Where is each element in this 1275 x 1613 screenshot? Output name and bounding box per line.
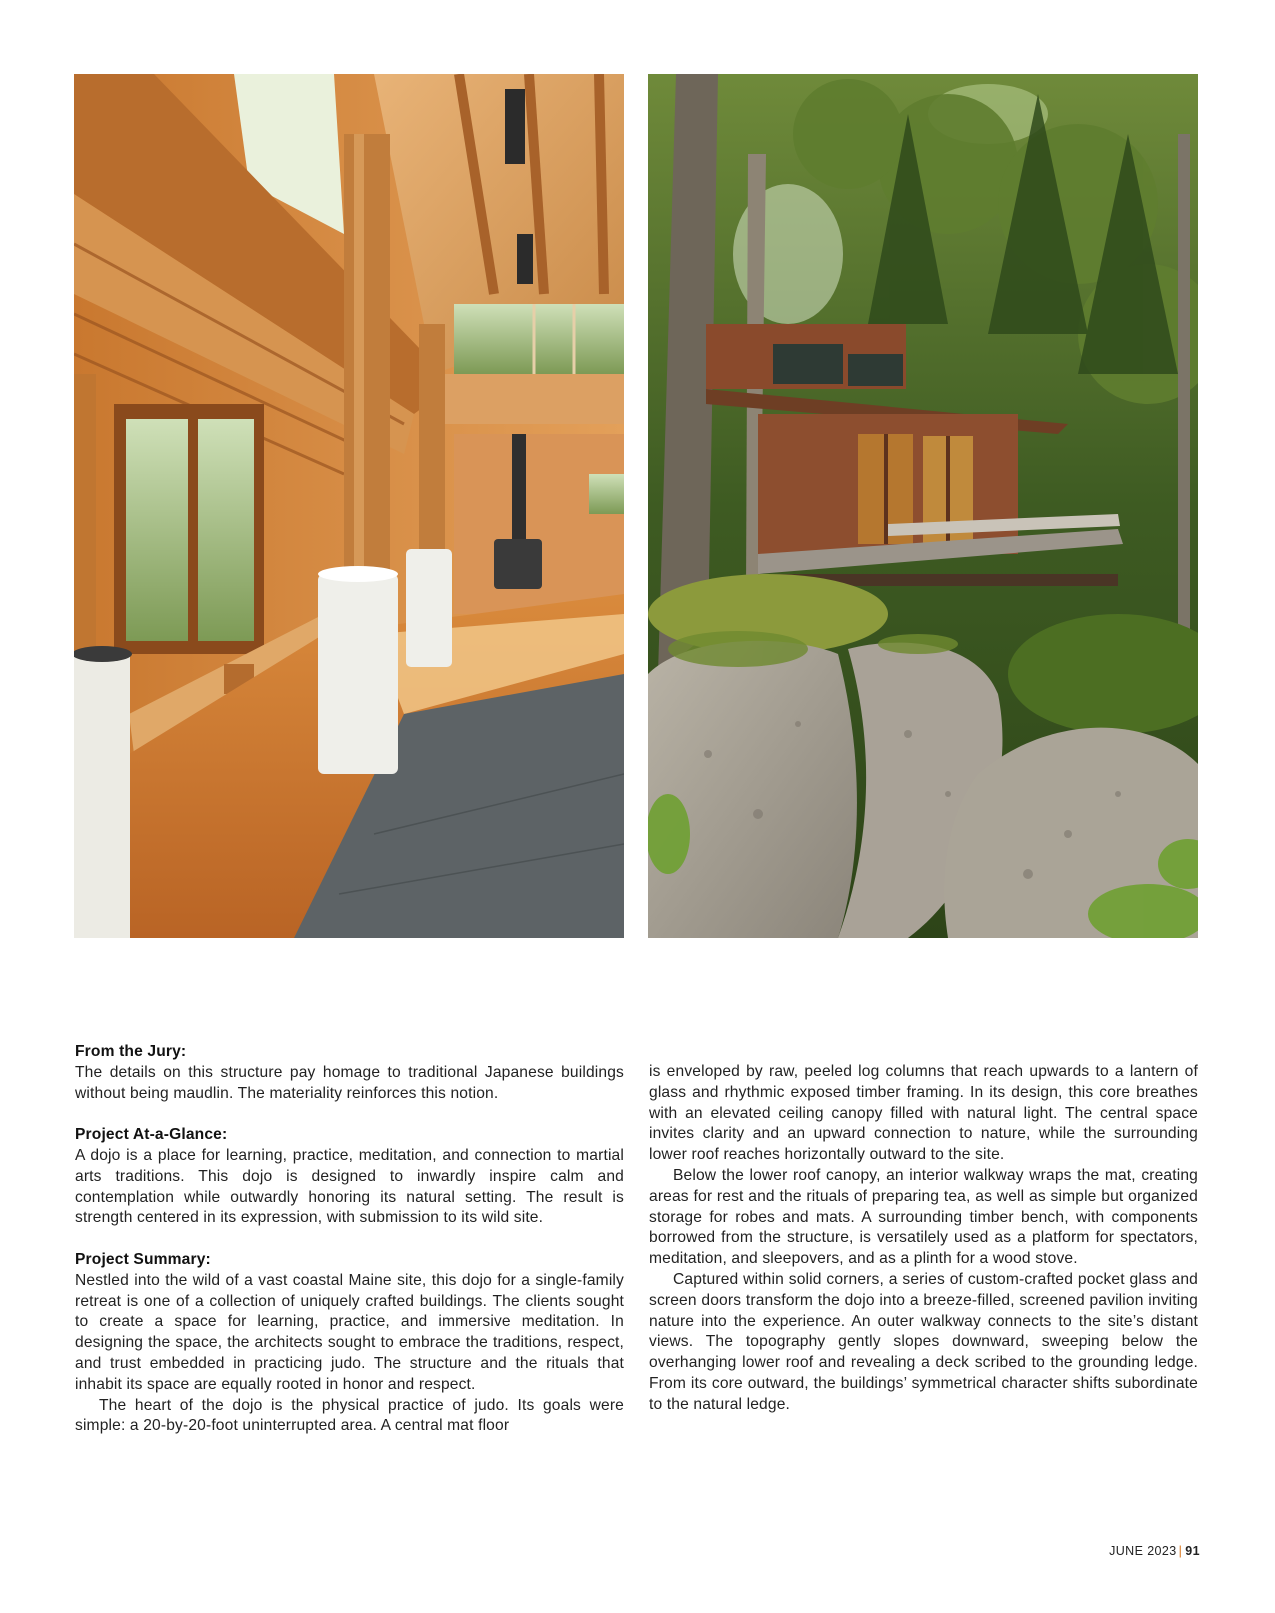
glance-heading: Project At-a-Glance:: [75, 1126, 228, 1144]
dojo-exterior-illustration: [648, 74, 1198, 938]
summary-paragraph-3: Below the lower roof canopy, an interior walkway wraps the mat, creating areas for rest and the rituals of preparing tea, as well as simple but organized storage for robes and mats. A surrounding timber bench, with components borrowed from the structure, is versatilely used as a platform for spectators, meditation, and sleepovers, and as a plinth for a wood stove.: [649, 1166, 1198, 1268]
jury-heading: From the Jury:: [75, 1043, 187, 1060]
dojo-interior-illustration: [74, 74, 624, 938]
issue-date: JUNE 2023: [1109, 1544, 1177, 1558]
summary-paragraph-1: Nestled into the wild of a vast coastal Maine site, this dojo for a single-family retreat is one of a collection of uniquely crafted buildings. The clients sought to create a space for learning, practice, and immersive meditation. In designing the space, the architects sought to embrace the traditions, respect, and trust embedded in practicing judo. The structure and the rituals that inhabit its space are equally rooted in honor and respect.: [75, 1271, 624, 1393]
text-column-left: [75, 1042, 624, 1437]
page-footer: [1109, 1544, 1200, 1558]
summary-paragraph-2-continued: is enveloped by raw, peeled log columns that reach upwards to a lantern of glass and rhythmic exposed timber framing. In its design, this core breathes with an elevated ceiling canopy filled with natural light. The central space invites clarity and an upward connection to nature, while the surrounding lower roof reaches horizontally outward to the site.: [649, 1063, 1198, 1164]
page-number: 91: [1185, 1544, 1200, 1558]
jury-text: The details on this structure pay homage to traditional Japanese buildings without being maudlin. The materiality reinforces this notion.: [75, 1063, 624, 1102]
dojo-exterior-forest-photo: [648, 74, 1198, 938]
summary-paragraph-4: Captured within solid corners, a series of custom-crafted pocket glass and screen doors transform the dojo into a breeze-filled, screened pavilion inviting nature into the experience. An outer walkway connects to the site’s distant views. The topography gently slopes downward, sweeping below the overhanging lower roof and revealing a deck scribed to the grounding ledge. From its core outward, the buildings’ symmetrical character shifts subordinate to the natural ledge.: [649, 1270, 1198, 1413]
summary-paragraph-2: The heart of the dojo is the physical practice of judo. Its goals were simple: a 20-by-20-foot uninterrupted area. A central mat floor: [75, 1396, 624, 1435]
glance-text: A dojo is a place for learning, practice, meditation, and connection to martial arts traditions. This dojo is designed to inwardly inspire calm and contemplation while outwardly honoring its natural setting. The result is strength centered in its expression, with submission to its wild site.: [75, 1146, 624, 1227]
text-column-right: [649, 1062, 1198, 1416]
footer-separator: |: [1178, 1544, 1183, 1558]
summary-heading: Project Summary:: [75, 1250, 211, 1268]
dojo-interior-photo: [74, 74, 624, 938]
